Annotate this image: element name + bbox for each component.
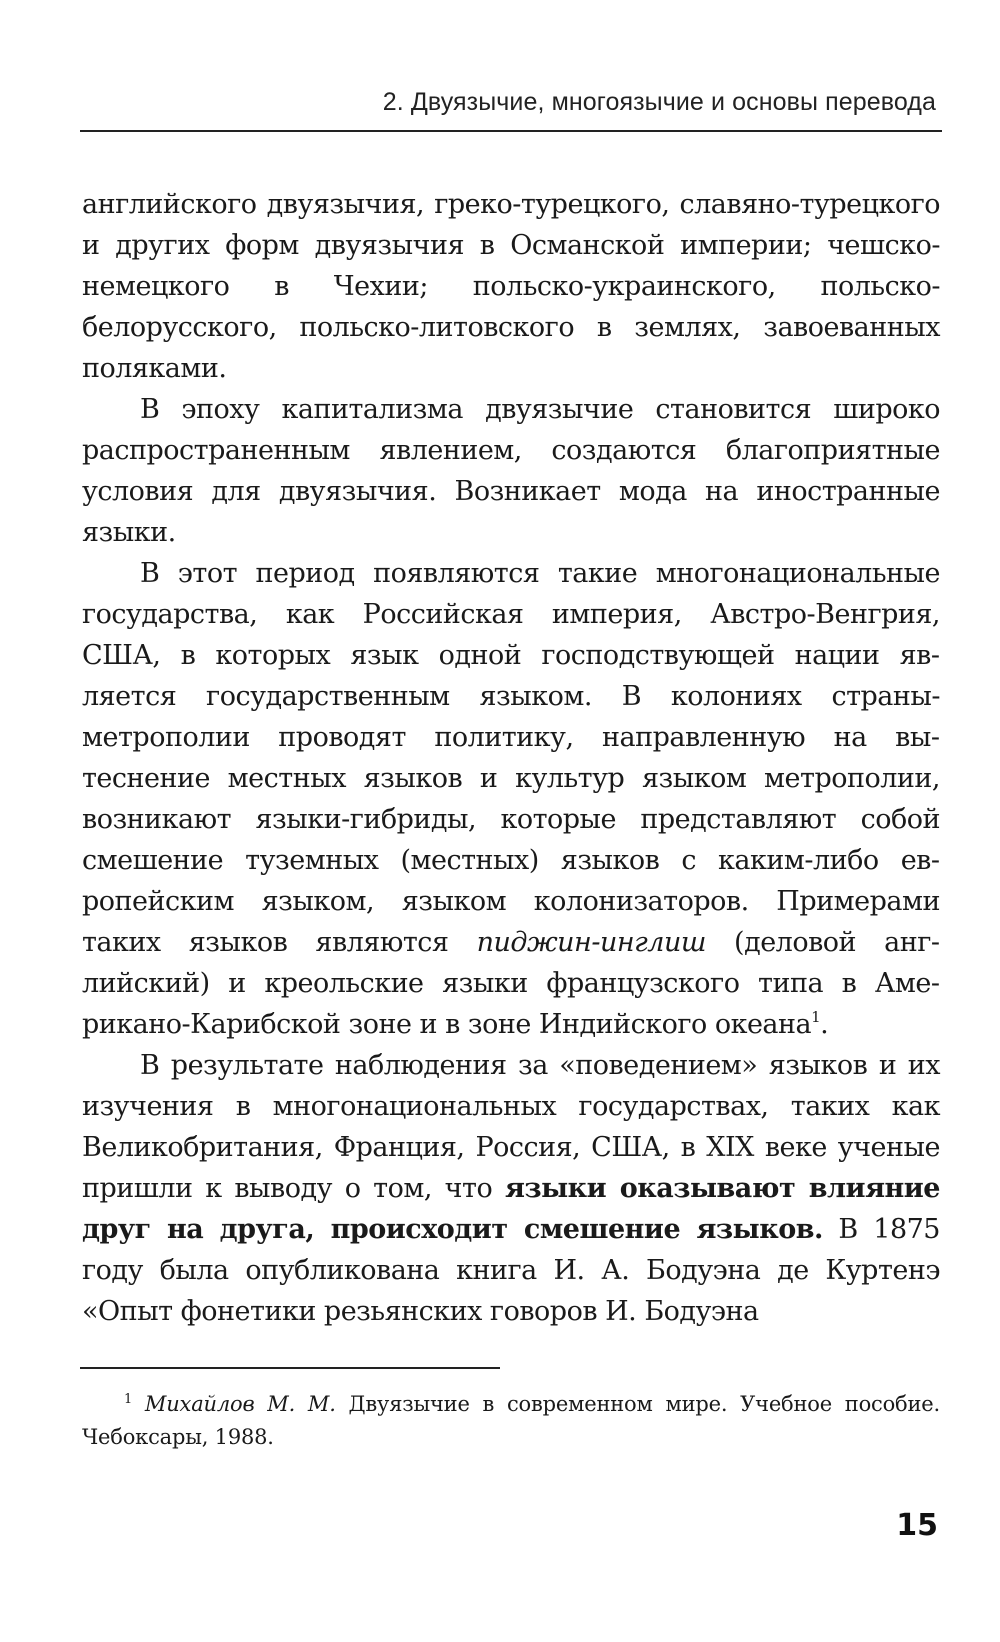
bold-statement: языки оказывают влияние друг на друга, происходит смешение языков. — [82, 1173, 940, 1245]
paragraph-2: В эпоху капитализма двуязычие становится широко распространенным явлением, создаются благоприятные условия для двуязычия. Возникает мода на иностранные языки. — [82, 394, 940, 548]
footnote-text: Двуязычие в современном мире. Учебное пособие. Чебоксары, 1988. — [82, 1392, 940, 1449]
footnote-reference[interactable]: 1 — [811, 1008, 821, 1026]
paragraph-4 — [82, 1045, 940, 1332]
page-number: 15 — [896, 1508, 938, 1543]
footnote-rule — [80, 1367, 500, 1369]
main-text — [82, 184, 940, 1332]
running-header: 2. Двуязычие, многоязычие и основы перевода — [382, 88, 936, 116]
paragraph-1: английского двуязычия, греко-турецкого, славяно-турецкого и других форм двуязычия в Османской империи; чешско-немецкого в Чехии; польско-украинского, польско-белорусского, польско-литовского в землях, завоеванных поляками. — [82, 189, 940, 384]
paragraph-3-text-a: В этот период появляются такие многонациональные государства, как Российская империя, Австро-Венгрия, США, в которых язык одной господствующей нации является государственным языком. В колониях страны-метрополии проводят политику, направленную на вытеснение местных языков и культур языком метрополии, возникают языки-гибриды, которые представляют собой смешение туземных (местных) языков с каким-либо европейским языком, языком колонизаторов. Примерами таких языков являются — [82, 558, 940, 958]
footnote-marker: 1 — [124, 1392, 133, 1407]
footnote — [82, 1388, 940, 1454]
paragraph-3-end: . — [820, 1009, 829, 1040]
paragraph-3-text-b: (деловой английский) и креольские языки французского типа в Американо-Карибской зоне и в зоне Индийского океана — [82, 927, 940, 1040]
italic-term: пиджин-инглиш — [476, 927, 706, 958]
footnote-author: Михайлов М. М. — [144, 1392, 336, 1416]
paragraph-4-text-a: В результате наблюдения за «поведением» языков и их изучения в многонациональных государствах, таких как Великобритания, Франция, Россия, США, в XIX веке ученые пришли к выводу о том, что — [82, 1050, 940, 1204]
paragraph-4-text-b: В 1875 году была опубликована книга И. А. Бодуэна де Куртенэ «Опыт фонетики резьянских говоров И. Бодуэна — [82, 1214, 940, 1327]
header-rule — [80, 130, 942, 132]
paragraph-3 — [82, 553, 940, 1045]
